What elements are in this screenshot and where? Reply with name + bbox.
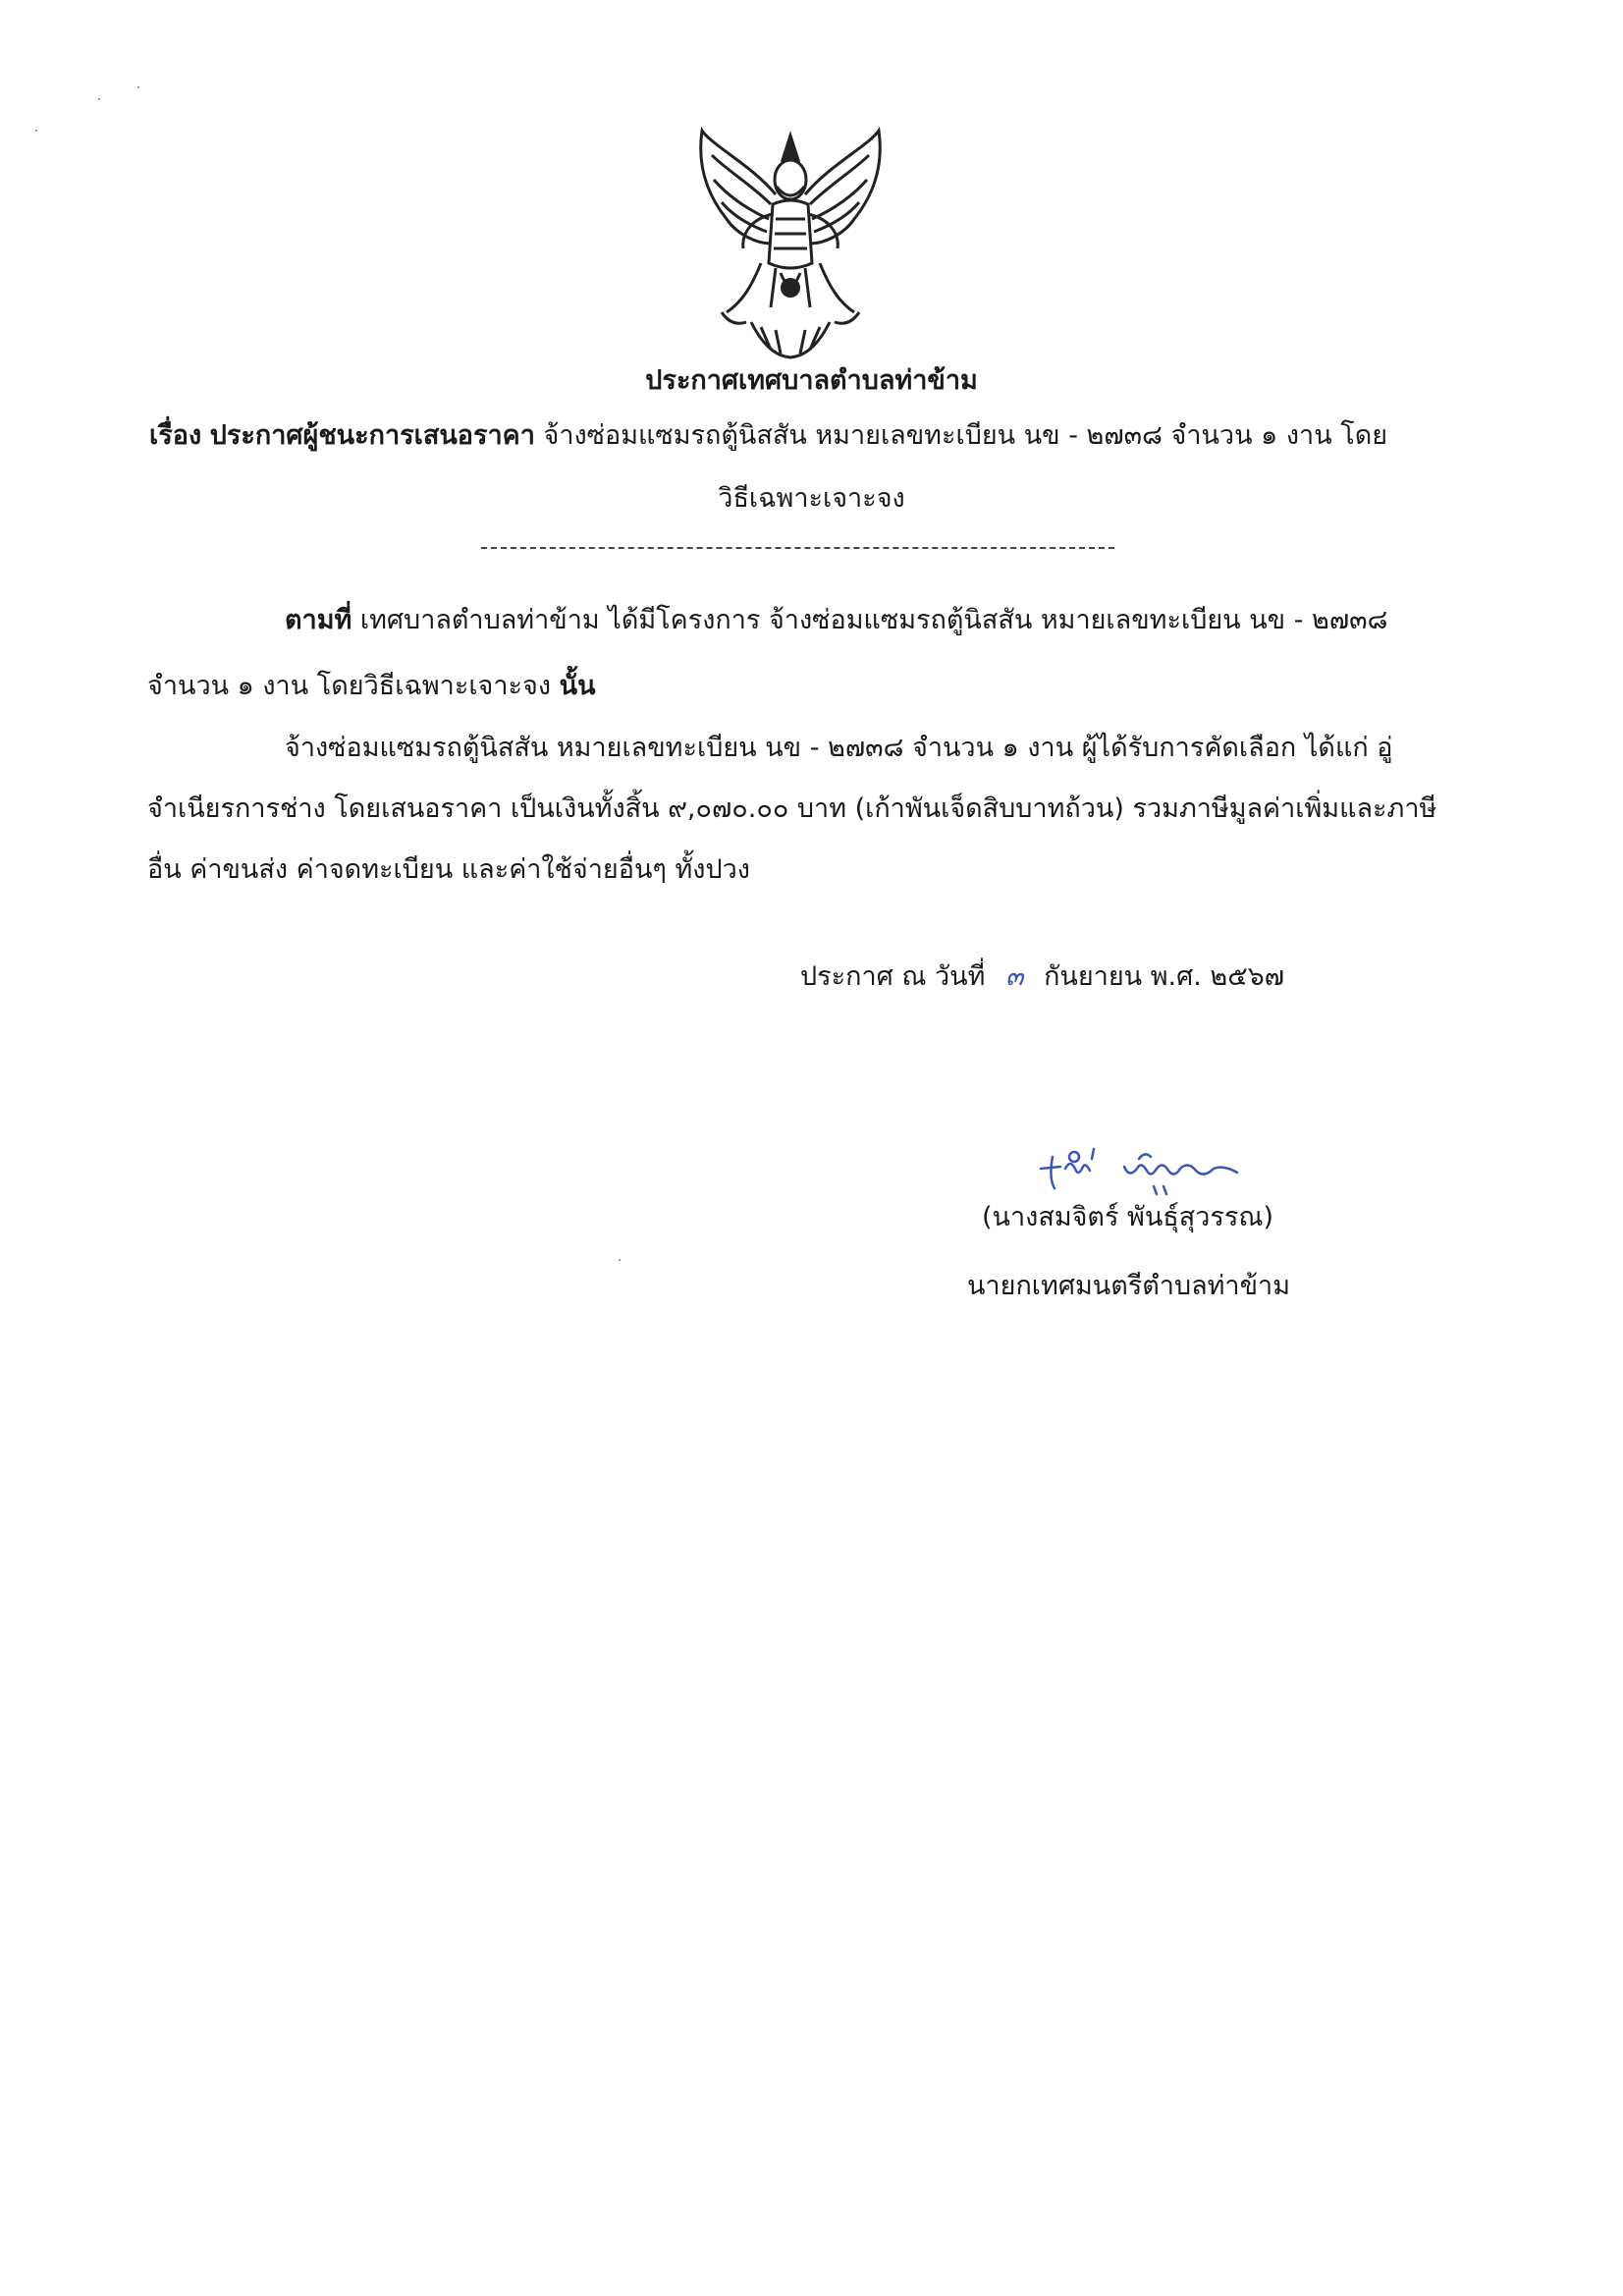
scan-speck bbox=[619, 1259, 621, 1261]
paragraph-1-line-1 bbox=[285, 601, 1387, 640]
subject-text: จ้างซ่อมแซมรถตู้นิสสัน หมายเลขทะเบียน นข - ๒๗๓๘ จำนวน ๑ งาน โดย bbox=[543, 420, 1388, 451]
subject-line-2: วิธีเฉพาะเจาะจง bbox=[718, 483, 905, 514]
scan-speck bbox=[35, 130, 37, 132]
document-title: ประกาศเทศบาลตำบลท่าข้าม bbox=[645, 365, 978, 396]
subject-label: เรื่อง bbox=[149, 420, 202, 451]
signer-name: (นางสมจิตร์ พันธุ์สุวรรณ) bbox=[982, 1202, 1274, 1232]
paragraph-2-line-2: จำเนียรการช่าง โดยเสนอราคา เป็นเงินทั้งสิ้น ๙,๐๗๐.๐๐ บาท (เก้าพันเจ็ดสิบบาทถ้วน) รวมภาษีมูลค่าเพิ่มและภาษี bbox=[147, 793, 1437, 824]
paragraph-1-lead: ตามที่ bbox=[285, 605, 352, 635]
signer-position: นายกเทศมนตรีตำบลท่าข้าม bbox=[967, 1271, 1290, 1301]
garuda-emblem-icon bbox=[682, 126, 898, 359]
paragraph-1-line-2 bbox=[147, 667, 596, 706]
paragraph-1-text: เทศบาลตำบลท่าข้าม ได้มีโครงการ จ้างซ่อมแซมรถตู้นิสสัน หมายเลขทะเบียน นข - ๒๗๓๘ bbox=[359, 605, 1388, 635]
subject-line-1 bbox=[149, 416, 1387, 456]
paragraph-2-line-1: จ้างซ่อมแซมรถตู้นิสสัน หมายเลขทะเบียน นข - ๒๗๓๘ จำนวน ๑ งาน ผู้ได้รับการคัดเลือก ได้แก่ อู่ bbox=[285, 733, 1393, 763]
scan-speck bbox=[137, 86, 139, 88]
announcement-date bbox=[800, 957, 1284, 997]
announcement-month-year: กันยายน พ.ศ. ๒๕๖๗ bbox=[1044, 961, 1285, 992]
paragraph-1-text-2: จำนวน ๑ งาน โดยวิธีเฉพาะเจาะจง bbox=[147, 671, 552, 701]
paragraph-2-line-3: อื่น ค่าขนส่ง ค่าจดทะเบียน และค่าใช้จ่ายอื่นๆ ทั้งปวง bbox=[147, 854, 750, 885]
announcement-prefix: ประกาศ ณ วันที่ bbox=[800, 961, 986, 992]
announcement-day: ๓ bbox=[1005, 961, 1024, 992]
divider-line bbox=[481, 547, 1114, 549]
paragraph-1-end: นั้น bbox=[559, 671, 596, 701]
subject-heading: ประกาศผู้ชนะการเสนอราคา bbox=[209, 420, 535, 451]
scan-speck bbox=[98, 98, 100, 100]
